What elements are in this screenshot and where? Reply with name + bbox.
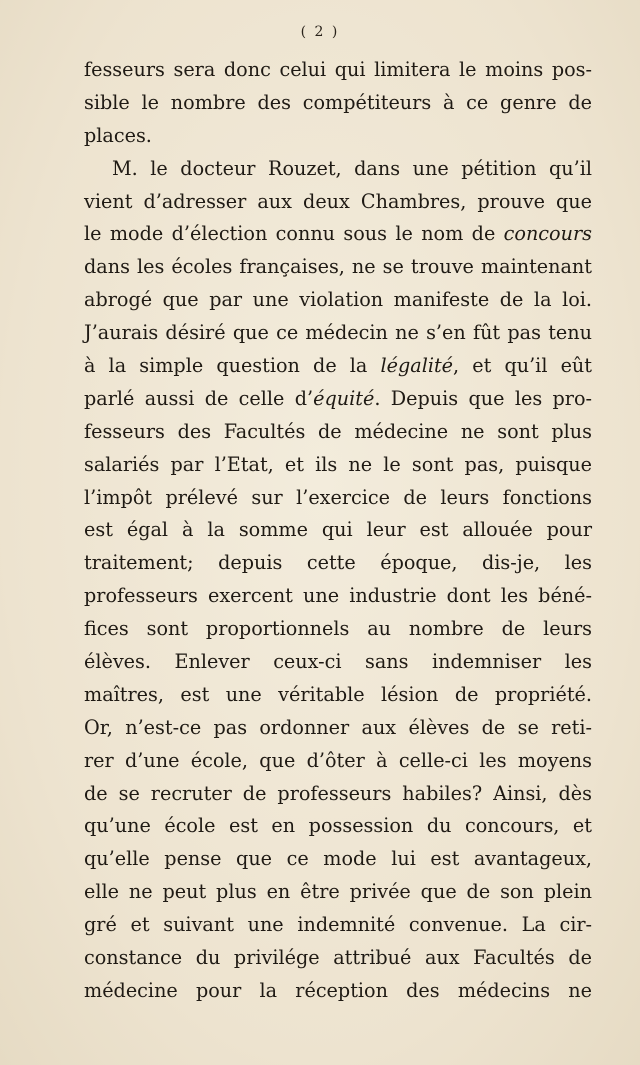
text-line: qu’elle pense que ce mode lui est avantageux, bbox=[84, 847, 592, 871]
text-line: traitement; depuis cette époque, dis-je, les bbox=[84, 551, 592, 575]
italic-term: légalité bbox=[380, 354, 454, 378]
text-line: le mode d’élection connu sous le nom de concours bbox=[84, 222, 592, 246]
text-line: rer d’une école, que d’ôter à celle-ci les moyens bbox=[84, 748, 592, 772]
text-line: élèves. Enlever ceux-ci sans indemniser les bbox=[84, 650, 592, 674]
body-text bbox=[84, 54, 592, 1008]
text-line: médecine pour la réception des médecins ne bbox=[84, 978, 592, 1002]
text-line: l’impôt prélevé sur l’exercice de leurs fonctions bbox=[84, 485, 592, 509]
italic-term: équité bbox=[313, 386, 375, 410]
text-line: Or, n’est-ce pas ordonner aux élèves de se reti- bbox=[84, 715, 592, 739]
text-line: fesseurs des Facultés de médecine ne sont plus bbox=[84, 419, 592, 443]
text-line: J’aurais désiré que ce médecin ne s’en fût pas tenu bbox=[84, 321, 592, 345]
text-line: elle ne peut plus en être privée que de son plein bbox=[84, 880, 592, 904]
text-line: fesseurs sera donc celui qui limitera le moins pos- bbox=[84, 58, 592, 81]
text-line: abrogé que par une violation manifeste de la loi. bbox=[84, 288, 592, 312]
italic-term: concours bbox=[503, 222, 592, 246]
text-line: qu’une école est en possession du concours, et bbox=[84, 814, 592, 838]
text-line: à la simple question de la légalité, et qu’il eût bbox=[84, 354, 592, 378]
text-line: maîtres, est une véritable lésion de propriété. bbox=[84, 682, 592, 706]
text-line: sible le nombre des compétiteurs à ce genre de bbox=[84, 90, 592, 114]
text-line: M. le docteur Rouzet, dans une pétition qu’il bbox=[112, 156, 592, 180]
text-line: dans les écoles françaises, ne se trouve maintenant bbox=[84, 255, 592, 279]
text-line: gré et suivant une indemnité convenue. La cir- bbox=[84, 913, 592, 937]
text-line: constance du privilége attribué aux Facultés de bbox=[84, 946, 592, 970]
text-line: places. bbox=[84, 123, 152, 147]
text-line: fices sont proportionnels au nombre de leurs bbox=[84, 617, 592, 641]
text-line: de se recruter de professeurs habiles? Ainsi, dès bbox=[84, 781, 592, 805]
text-line: professeurs exercent une industrie dont les béné- bbox=[84, 584, 592, 608]
page-number: ( 2 ) bbox=[300, 24, 340, 40]
text-line: salariés par l’Etat, et ils ne le sont pas, puisque bbox=[84, 452, 592, 476]
text-line: parlé aussi de celle d’équité. Depuis que les pro- bbox=[84, 386, 592, 410]
text-line: est égal à la somme qui leur est allouée pour bbox=[84, 518, 592, 542]
text-line: vient d’adresser aux deux Chambres, prouve que bbox=[84, 189, 592, 213]
